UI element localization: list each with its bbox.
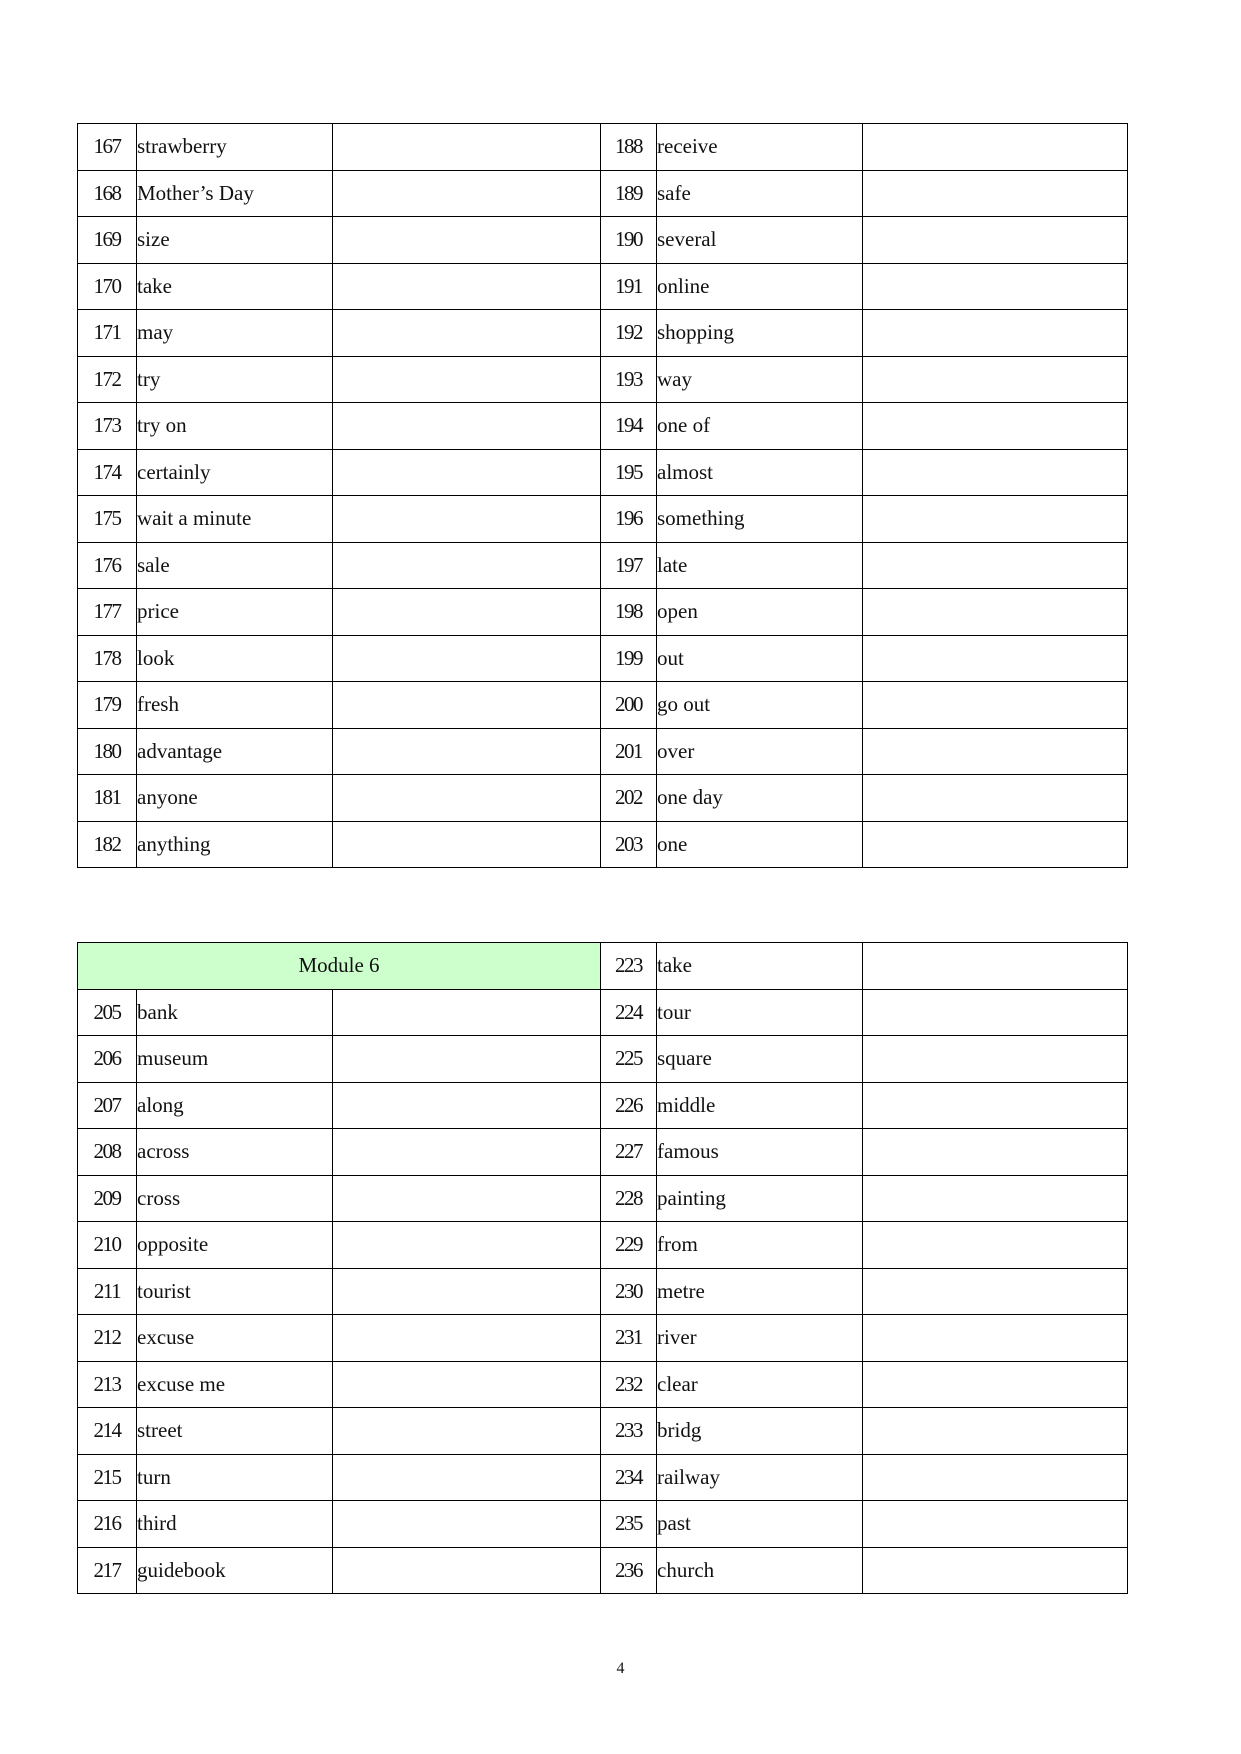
answer-cell[interactable] <box>333 1082 601 1129</box>
vocab-word: third <box>137 1501 333 1548</box>
word-number: 198 <box>601 589 657 636</box>
word-number: 175 <box>78 496 137 543</box>
vocab-word: river <box>657 1315 863 1362</box>
word-number: 177 <box>78 589 137 636</box>
vocab-word: take <box>657 943 863 990</box>
vocab-word: bank <box>137 989 333 1036</box>
vocab-word: fresh <box>137 682 333 729</box>
vocab-word: church <box>657 1547 863 1594</box>
module-header-row <box>78 943 1128 990</box>
vocab-word: online <box>657 263 863 310</box>
vocab-word: anything <box>137 821 333 868</box>
vocab-word: several <box>657 217 863 264</box>
word-number: 203 <box>601 821 657 868</box>
answer-cell[interactable] <box>863 1222 1128 1269</box>
table-row <box>78 682 1128 729</box>
table-row <box>78 310 1128 357</box>
answer-cell[interactable] <box>333 496 601 543</box>
answer-cell[interactable] <box>863 1454 1128 1501</box>
answer-cell[interactable] <box>863 1361 1128 1408</box>
answer-cell[interactable] <box>863 682 1128 729</box>
vocab-word: famous <box>657 1129 863 1176</box>
answer-cell[interactable] <box>333 1315 601 1362</box>
vocab-word: middle <box>657 1082 863 1129</box>
word-number: 180 <box>78 728 137 775</box>
answer-cell[interactable] <box>863 635 1128 682</box>
answer-cell[interactable] <box>333 775 601 822</box>
word-number: 206 <box>78 1036 137 1083</box>
word-number: 189 <box>601 170 657 217</box>
word-number: 209 <box>78 1175 137 1222</box>
table-row <box>78 263 1128 310</box>
answer-cell[interactable] <box>333 403 601 450</box>
vocab-word: opposite <box>137 1222 333 1269</box>
vocab-word: tour <box>657 989 863 1036</box>
vocab-word: metre <box>657 1268 863 1315</box>
answer-cell[interactable] <box>863 356 1128 403</box>
answer-cell[interactable] <box>333 682 601 729</box>
module-title: Module 6 <box>78 943 601 990</box>
table-row <box>78 542 1128 589</box>
answer-cell[interactable] <box>863 310 1128 357</box>
answer-cell[interactable] <box>333 1036 601 1083</box>
answer-cell[interactable] <box>333 728 601 775</box>
word-number: 231 <box>601 1315 657 1362</box>
table-row <box>78 1547 1128 1594</box>
vocab-word: past <box>657 1501 863 1548</box>
vocab-word: Mother’s Day <box>137 170 333 217</box>
answer-cell[interactable] <box>863 1129 1128 1176</box>
answer-cell[interactable] <box>863 728 1128 775</box>
word-number: 216 <box>78 1501 137 1548</box>
vocab-word: late <box>657 542 863 589</box>
vocab-word: take <box>137 263 333 310</box>
word-number: 181 <box>78 775 137 822</box>
word-number: 211 <box>78 1268 137 1315</box>
answer-cell[interactable] <box>863 1315 1128 1362</box>
vocab-word: over <box>657 728 863 775</box>
answer-cell[interactable] <box>333 1454 601 1501</box>
vocab-word: go out <box>657 682 863 729</box>
vocab-word: look <box>137 635 333 682</box>
table-row <box>78 635 1128 682</box>
vocab-word: guidebook <box>137 1547 333 1594</box>
table-row <box>78 449 1128 496</box>
answer-cell[interactable] <box>333 449 601 496</box>
word-number: 228 <box>601 1175 657 1222</box>
vocab-word: anyone <box>137 775 333 822</box>
vocab-word: open <box>657 589 863 636</box>
answer-cell[interactable] <box>333 1175 601 1222</box>
vocab-word: excuse me <box>137 1361 333 1408</box>
word-number: 190 <box>601 217 657 264</box>
word-number: 179 <box>78 682 137 729</box>
word-number: 234 <box>601 1454 657 1501</box>
word-number: 200 <box>601 682 657 729</box>
word-number: 195 <box>601 449 657 496</box>
answer-cell[interactable] <box>863 1547 1128 1594</box>
word-number: 223 <box>601 943 657 990</box>
vocab-word: price <box>137 589 333 636</box>
word-number: 235 <box>601 1501 657 1548</box>
vocab-word: one <box>657 821 863 868</box>
answer-cell[interactable] <box>333 124 601 171</box>
word-number: 172 <box>78 356 137 403</box>
vocab-word: way <box>657 356 863 403</box>
answer-cell[interactable] <box>333 1361 601 1408</box>
answer-cell[interactable] <box>863 403 1128 450</box>
vocab-word: advantage <box>137 728 333 775</box>
word-number: 212 <box>78 1315 137 1362</box>
vocab-word: from <box>657 1222 863 1269</box>
answer-cell[interactable] <box>333 589 601 636</box>
vocabulary-table-1 <box>77 123 1128 868</box>
answer-cell[interactable] <box>333 217 601 264</box>
table-row <box>78 775 1128 822</box>
vocab-word: try <box>137 356 333 403</box>
table-row <box>78 1175 1128 1222</box>
vocab-word: across <box>137 1129 333 1176</box>
table-row <box>78 1361 1128 1408</box>
word-number: 193 <box>601 356 657 403</box>
answer-cell[interactable] <box>863 775 1128 822</box>
vocab-word: cross <box>137 1175 333 1222</box>
answer-cell[interactable] <box>333 310 601 357</box>
word-number: 197 <box>601 542 657 589</box>
vocab-word: wait a minute <box>137 496 333 543</box>
vocab-word: try on <box>137 403 333 450</box>
word-number: 182 <box>78 821 137 868</box>
answer-cell[interactable] <box>333 1222 601 1269</box>
vocab-word: receive <box>657 124 863 171</box>
word-number: 208 <box>78 1129 137 1176</box>
answer-cell[interactable] <box>863 1408 1128 1455</box>
answer-cell[interactable] <box>863 1036 1128 1083</box>
table-row <box>78 589 1128 636</box>
word-number: 173 <box>78 403 137 450</box>
word-number: 233 <box>601 1408 657 1455</box>
word-number: 199 <box>601 635 657 682</box>
vocab-word: clear <box>657 1361 863 1408</box>
answer-cell[interactable] <box>863 1082 1128 1129</box>
vocab-word: turn <box>137 1454 333 1501</box>
word-number: 205 <box>78 989 137 1036</box>
answer-cell[interactable] <box>863 542 1128 589</box>
answer-cell[interactable] <box>333 1501 601 1548</box>
answer-cell[interactable] <box>333 1129 601 1176</box>
vocab-word: shopping <box>657 310 863 357</box>
vocab-word: railway <box>657 1454 863 1501</box>
table-row <box>78 821 1128 868</box>
vocab-word: one of <box>657 403 863 450</box>
vocab-word: along <box>137 1082 333 1129</box>
word-number: 188 <box>601 124 657 171</box>
vocab-word: may <box>137 310 333 357</box>
word-number: 171 <box>78 310 137 357</box>
word-number: 232 <box>601 1361 657 1408</box>
vocab-word: bridg <box>657 1408 863 1455</box>
vocabulary-table-2 <box>77 942 1128 1594</box>
answer-cell[interactable] <box>333 635 601 682</box>
answer-cell[interactable] <box>333 263 601 310</box>
vocab-word: street <box>137 1408 333 1455</box>
word-number: 227 <box>601 1129 657 1176</box>
word-number: 194 <box>601 403 657 450</box>
table-row <box>78 1036 1128 1083</box>
vocab-word: almost <box>657 449 863 496</box>
page-number: 4 <box>616 1660 625 1677</box>
word-number: 215 <box>78 1454 137 1501</box>
table-row <box>78 1129 1128 1176</box>
table-row <box>78 1222 1128 1269</box>
word-number: 192 <box>601 310 657 357</box>
vocab-word: out <box>657 635 863 682</box>
answer-cell[interactable] <box>333 1268 601 1315</box>
word-number: 176 <box>78 542 137 589</box>
vocab-word: something <box>657 496 863 543</box>
vocab-word: square <box>657 1036 863 1083</box>
vocab-word: size <box>137 217 333 264</box>
word-number: 202 <box>601 775 657 822</box>
vocab-word: certainly <box>137 449 333 496</box>
word-number: 207 <box>78 1082 137 1129</box>
vocab-word: excuse <box>137 1315 333 1362</box>
table-row <box>78 1501 1128 1548</box>
table-row <box>78 1268 1128 1315</box>
answer-cell[interactable] <box>333 356 601 403</box>
answer-cell[interactable] <box>863 496 1128 543</box>
vocab-word: sale <box>137 542 333 589</box>
word-number: 226 <box>601 1082 657 1129</box>
word-number: 170 <box>78 263 137 310</box>
answer-cell[interactable] <box>863 1501 1128 1548</box>
answer-cell[interactable] <box>863 1268 1128 1315</box>
word-number: 225 <box>601 1036 657 1083</box>
vocab-word: painting <box>657 1175 863 1222</box>
answer-cell[interactable] <box>863 170 1128 217</box>
word-number: 178 <box>78 635 137 682</box>
table-row <box>78 403 1128 450</box>
word-number: 174 <box>78 449 137 496</box>
answer-cell[interactable] <box>333 170 601 217</box>
vocab-word: museum <box>137 1036 333 1083</box>
table-row <box>78 170 1128 217</box>
word-number: 168 <box>78 170 137 217</box>
vocab-word: tourist <box>137 1268 333 1315</box>
answer-cell[interactable] <box>333 1547 601 1594</box>
answer-cell[interactable] <box>863 589 1128 636</box>
word-number: 229 <box>601 1222 657 1269</box>
word-number: 230 <box>601 1268 657 1315</box>
answer-cell[interactable] <box>863 1175 1128 1222</box>
answer-cell[interactable] <box>863 449 1128 496</box>
table-row <box>78 496 1128 543</box>
answer-cell[interactable] <box>333 542 601 589</box>
answer-cell[interactable] <box>863 217 1128 264</box>
answer-cell[interactable] <box>863 124 1128 171</box>
word-number: 214 <box>78 1408 137 1455</box>
vocab-word: one day <box>657 775 863 822</box>
answer-cell[interactable] <box>333 1408 601 1455</box>
answer-cell[interactable] <box>333 821 601 868</box>
answer-cell[interactable] <box>863 821 1128 868</box>
answer-cell[interactable] <box>863 943 1128 990</box>
word-number: 210 <box>78 1222 137 1269</box>
table-row <box>78 728 1128 775</box>
word-number: 201 <box>601 728 657 775</box>
table-row <box>78 1315 1128 1362</box>
table-row <box>78 124 1128 171</box>
word-number: 224 <box>601 989 657 1036</box>
word-number: 191 <box>601 263 657 310</box>
word-number: 213 <box>78 1361 137 1408</box>
table-row <box>78 217 1128 264</box>
table-row <box>78 1454 1128 1501</box>
answer-cell[interactable] <box>863 989 1128 1036</box>
table-row <box>78 989 1128 1036</box>
vocab-word: strawberry <box>137 124 333 171</box>
word-number: 196 <box>601 496 657 543</box>
vocab-word: safe <box>657 170 863 217</box>
word-number: 169 <box>78 217 137 264</box>
table-row <box>78 1408 1128 1455</box>
table-row <box>78 1082 1128 1129</box>
word-number: 217 <box>78 1547 137 1594</box>
answer-cell[interactable] <box>333 989 601 1036</box>
answer-cell[interactable] <box>863 263 1128 310</box>
word-number: 236 <box>601 1547 657 1594</box>
table-row <box>78 356 1128 403</box>
word-number: 167 <box>78 124 137 171</box>
